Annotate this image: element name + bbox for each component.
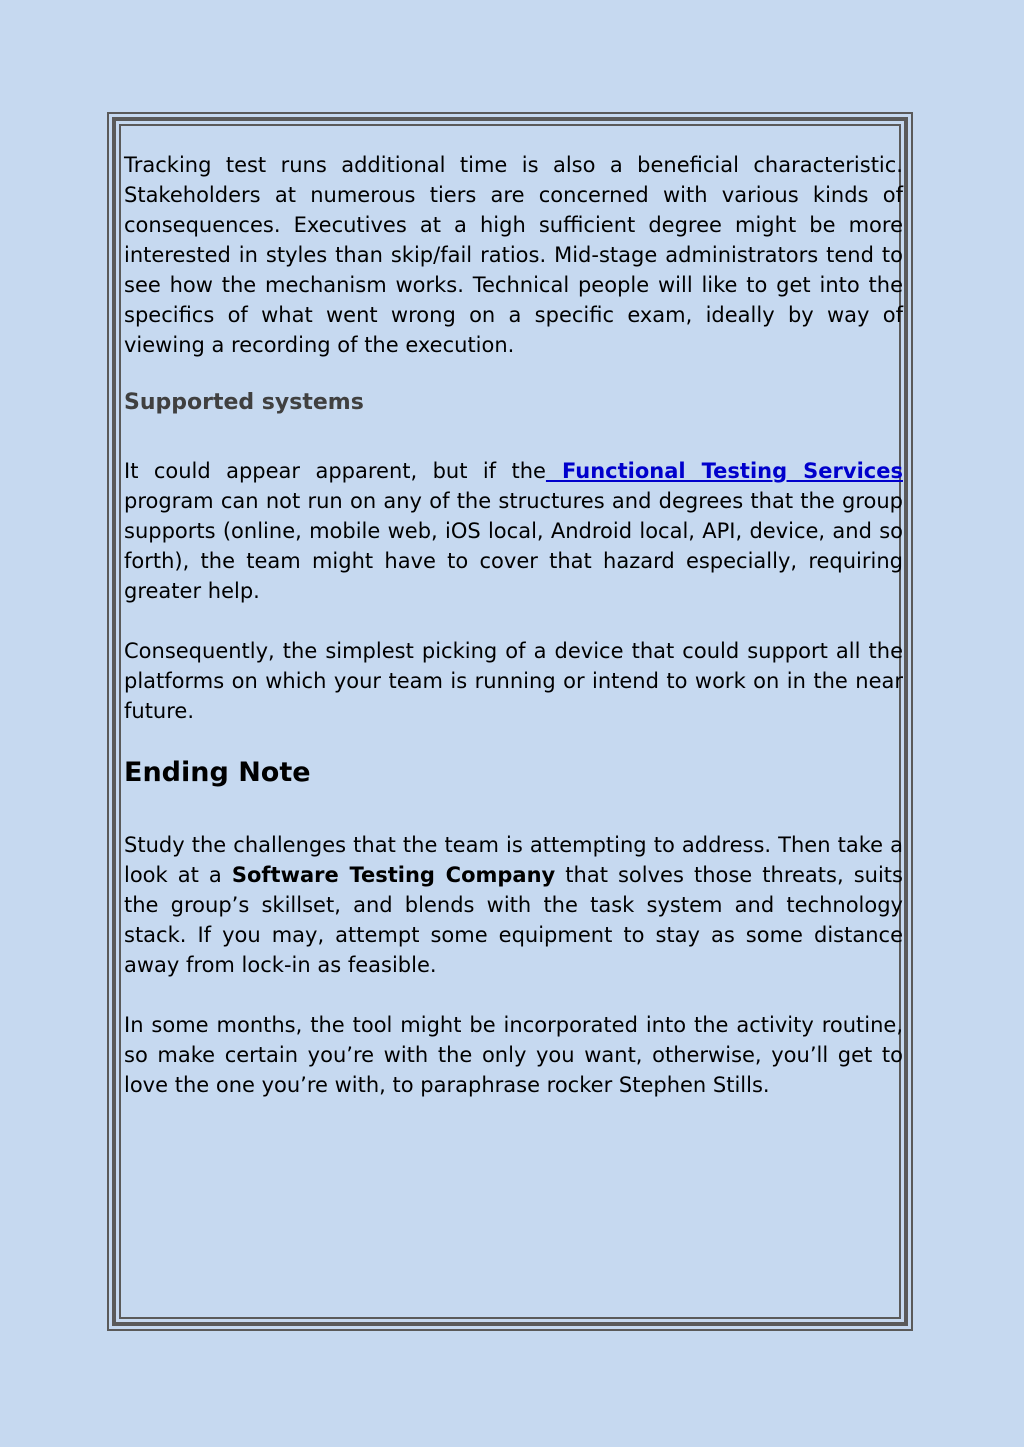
paragraph-text-after-bold: that solves those threats, suits the group’s skillset, and blends with the task system and technology stack. If you may, attempt some equipment to stay as some distance away from lock-in as feasible. [124,863,903,977]
paragraph-text-after-link: program can not run on any of the structures and degrees that the group supports (online, mobile web, iOS local, Android local, API, device, and so forth), the team might have to cover that hazard especially, requiring greater help. [124,489,903,603]
paragraph-text-before-link: It could appear apparent, but if the [124,459,546,483]
heading-ending-note: Ending Note [124,757,311,788]
paragraph-study-challenges [124,830,903,980]
paragraph-functional-testing [124,456,903,606]
paragraph-tracking-test-runs: Tracking test runs additional time is also a beneficial characteristic. Stakeholders at numerous tiers are concerned with various kinds of consequences. Executives at a high sufficient degree might be more interested in styles than skip/fail ratios. Mid-stage administrators tend to see how the mechanism works. Technical people will like to get into the specifics of what went wrong on a specific exam, ideally by way of viewing a recording of the execution. [124,153,903,357]
paragraph-some-months: In some months, the tool might be incorporated into the activity routine, so make certain you’re with the only you want, otherwise, you’ll get to love the one you’re with, to paraphrase rocker Stephen Stills. [124,1013,903,1097]
paragraph-platforms: Consequently, the simplest picking of a device that could support all the platforms on which your team is running or intend to work on in the near future. [124,639,903,723]
document-body [124,150,903,1100]
functional-testing-services-link[interactable]: Functional Testing Services [545,459,903,483]
software-testing-company-emphasis: Software Testing Company [231,863,556,887]
paragraph-text-before-bold: Study the challenges that the team is attempting to address. Then take a look at a [124,833,903,887]
heading-supported-systems: Supported systems [124,390,364,415]
